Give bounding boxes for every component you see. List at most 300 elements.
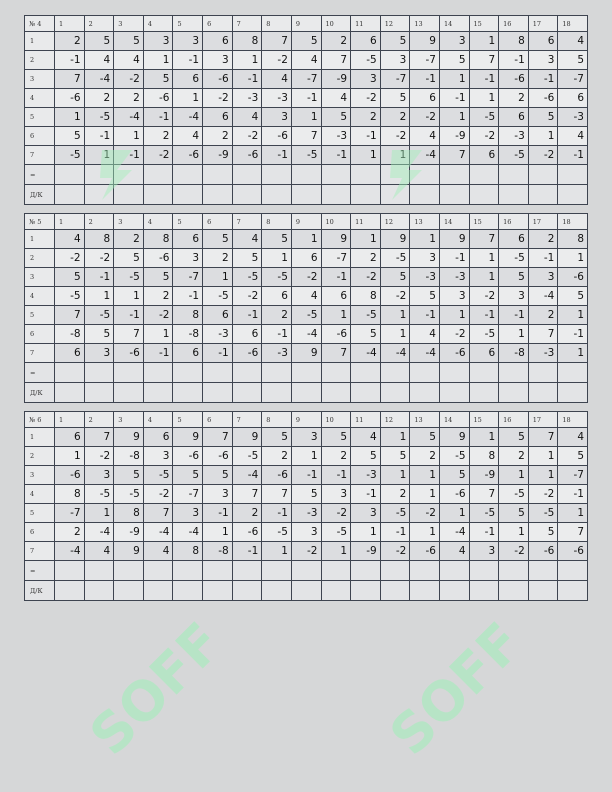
cell-value: 2 [321,32,351,51]
answer-cell[interactable] [499,185,529,205]
column-header: 3 [114,16,144,32]
answer-cell[interactable] [351,185,381,205]
answer-cell[interactable] [321,561,351,581]
answer-cell[interactable] [351,165,381,185]
row-label: 6 [25,523,55,542]
cell-value: -6 [232,344,262,363]
answer-cell[interactable] [173,383,203,403]
cell-value: -2 [291,542,321,561]
column-header: 16 [499,16,529,32]
cell-value: -5 [84,306,114,325]
cell-value: -1 [203,344,233,363]
cell-value: -6 [55,89,85,108]
answer-cell[interactable] [203,581,233,601]
column-header: 4 [143,214,173,230]
answer-cell[interactable] [380,363,410,383]
cell-value: 6 [55,428,85,447]
answer-cell[interactable] [84,561,114,581]
cell-value: -9 [114,523,144,542]
cell-value: 2 [499,89,529,108]
cell-value: 3 [143,32,173,51]
cell-value: -5 [469,325,499,344]
cell-value: 7 [262,485,292,504]
answer-cell[interactable] [410,165,440,185]
cell-value: -1 [143,344,173,363]
cell-value: -1 [84,268,114,287]
cell-value: 5 [173,466,203,485]
answer-cell[interactable] [439,581,469,601]
answer-cell[interactable] [291,165,321,185]
answer-cell[interactable] [410,185,440,205]
cell-value: 8 [469,447,499,466]
cell-value: -5 [469,504,499,523]
answer-cell[interactable] [262,165,292,185]
answer-cell[interactable] [291,581,321,601]
answer-cell[interactable] [558,383,588,403]
cell-value: -5 [439,447,469,466]
cell-value: -1 [173,287,203,306]
column-header: 18 [558,16,588,32]
cell-value: -2 [84,249,114,268]
column-header: 8 [262,412,292,428]
cell-value: -7 [321,249,351,268]
answer-cell[interactable] [558,363,588,383]
answer-cell[interactable] [410,363,440,383]
cell-value: -6 [203,70,233,89]
answer-cell[interactable] [55,561,85,581]
cell-value: 3 [351,504,381,523]
cell-value: 3 [173,32,203,51]
answer-cell[interactable] [203,185,233,205]
cell-value: -2 [469,287,499,306]
cell-value: -5 [232,268,262,287]
cell-value: 8 [232,32,262,51]
answer-cell[interactable] [410,561,440,581]
cell-value: 7 [262,32,292,51]
cell-value: 1 [351,230,381,249]
cell-value: 3 [291,428,321,447]
table-row [25,523,588,542]
cell-value: -6 [558,542,588,561]
answer-cell[interactable] [439,561,469,581]
cell-value: 6 [203,32,233,51]
cell-value: 5 [291,32,321,51]
answer-cell[interactable] [380,165,410,185]
cell-value: -4 [380,344,410,363]
answer-cell[interactable] [528,561,558,581]
cell-value: 3 [203,51,233,70]
cell-value: -6 [232,146,262,165]
answer-cell[interactable] [262,185,292,205]
answer-row-label: = [25,561,55,581]
answer-cell[interactable] [410,581,440,601]
answer-cell[interactable] [232,383,262,403]
answer-row-label: = [25,165,55,185]
answer-cell[interactable] [291,185,321,205]
answer-cell[interactable] [143,165,173,185]
header-row [25,412,588,428]
cell-value: 7 [321,51,351,70]
column-header: 6 [203,214,233,230]
answer-cell[interactable] [321,165,351,185]
cell-value: 1 [291,230,321,249]
answer-cell[interactable] [84,363,114,383]
answer-cell[interactable] [321,581,351,601]
row-label: 7 [25,146,55,165]
answer-cell[interactable] [528,581,558,601]
answer-cell[interactable] [528,185,558,205]
answer-cell[interactable] [439,165,469,185]
cell-value: 3 [351,70,381,89]
cell-value: 1 [469,249,499,268]
cell-value: -2 [114,70,144,89]
answer-cell[interactable] [439,185,469,205]
cell-value: 4 [291,51,321,70]
answer-cell[interactable] [558,185,588,205]
answer-cell[interactable] [55,165,85,185]
column-header: 10 [321,214,351,230]
cell-value: 1 [321,306,351,325]
answer-cell[interactable] [410,383,440,403]
cell-value: 5 [114,32,144,51]
answer-cell[interactable] [143,185,173,205]
cell-value: -5 [84,108,114,127]
cell-value: 2 [380,485,410,504]
answer-cell[interactable] [232,581,262,601]
answer-cell[interactable] [439,363,469,383]
cell-value: 1 [84,146,114,165]
table-row [25,542,588,561]
cell-value: 2 [410,447,440,466]
cell-value: 2 [380,108,410,127]
cell-value: 5 [321,108,351,127]
answer-cell[interactable] [232,561,262,581]
cell-value: -5 [55,287,85,306]
answer-cell[interactable] [55,383,85,403]
answer-cell[interactable] [84,383,114,403]
cell-value: -6 [528,89,558,108]
cell-value: 6 [410,89,440,108]
answer-cell[interactable] [114,561,144,581]
cell-value: 1 [499,325,529,344]
cell-value: 8 [55,485,85,504]
cell-value: 5 [439,466,469,485]
cell-value: 1 [528,466,558,485]
cell-value: -2 [499,542,529,561]
answer-cell[interactable] [499,561,529,581]
column-header: 13 [410,16,440,32]
cell-value: 1 [291,108,321,127]
cell-value: 2 [203,249,233,268]
cell-value: 6 [173,70,203,89]
answer-cell[interactable] [321,383,351,403]
answer-cell[interactable] [321,363,351,383]
answer-cell[interactable] [469,383,499,403]
cell-value: 1 [380,466,410,485]
row-label: 5 [25,306,55,325]
cell-value: -6 [499,70,529,89]
answer-cell[interactable] [291,383,321,403]
cell-value: -1 [469,70,499,89]
answer-cell[interactable] [469,185,499,205]
answer-cell[interactable] [232,165,262,185]
cell-value: 5 [262,230,292,249]
answer-cell[interactable] [380,383,410,403]
answer-cell[interactable] [143,363,173,383]
column-header: 17 [528,214,558,230]
cell-value: -2 [410,108,440,127]
column-header: 16 [499,214,529,230]
answer-cell[interactable] [528,363,558,383]
answer-cell[interactable] [262,581,292,601]
cell-value: -3 [528,344,558,363]
cell-value: 2 [262,447,292,466]
answer-cell[interactable] [351,581,381,601]
row-label: 3 [25,70,55,89]
cell-value: -1 [291,466,321,485]
cell-value: -4 [351,344,381,363]
cell-value: 7 [469,51,499,70]
table-row [25,230,588,249]
row-label: 1 [25,32,55,51]
answer-cell[interactable] [499,383,529,403]
answer-row [25,561,588,581]
cell-value: 1 [351,523,381,542]
cell-value: -2 [410,504,440,523]
cell-value: -3 [499,127,529,146]
number-grid [24,411,588,601]
answer-cell[interactable] [528,165,558,185]
cell-value: -3 [410,268,440,287]
row-label: 1 [25,428,55,447]
cell-value: 5 [203,466,233,485]
cell-value: 2 [499,447,529,466]
watermark-text: SOFF [377,610,535,768]
table-number: № 5 [25,214,55,230]
answer-cell[interactable] [558,165,588,185]
answer-cell[interactable] [262,363,292,383]
answer-row-label: Д/К [25,383,55,403]
cell-value: 6 [558,89,588,108]
cell-value: -6 [439,485,469,504]
cell-value: 1 [55,447,85,466]
answer-row [25,363,588,383]
cell-value: -3 [558,108,588,127]
cell-value: -4 [84,523,114,542]
cell-value: 7 [232,485,262,504]
column-header: 11 [351,214,381,230]
cell-value: 2 [321,447,351,466]
answer-row-label: = [25,363,55,383]
cell-value: -5 [262,268,292,287]
answer-cell[interactable] [114,165,144,185]
answer-cell[interactable] [291,363,321,383]
cell-value: -8 [499,344,529,363]
cell-value: 3 [469,542,499,561]
answer-cell[interactable] [84,185,114,205]
cell-value: 4 [262,70,292,89]
answer-cell[interactable] [55,363,85,383]
cell-value: 3 [528,51,558,70]
answer-cell[interactable] [173,561,203,581]
cell-value: 1 [558,344,588,363]
answer-cell[interactable] [143,581,173,601]
cell-value: 9 [439,428,469,447]
answer-cell[interactable] [55,185,85,205]
column-header: 9 [291,214,321,230]
answer-cell[interactable] [143,383,173,403]
row-label: 3 [25,466,55,485]
cell-value: 1 [173,89,203,108]
cell-value: 1 [410,466,440,485]
cell-value: 5 [439,51,469,70]
answer-cell[interactable] [173,581,203,601]
cell-value: 5 [114,466,144,485]
answer-cell[interactable] [203,363,233,383]
cell-value: 7 [528,325,558,344]
answer-cell[interactable] [203,165,233,185]
answer-cell[interactable] [173,185,203,205]
cell-value: 5 [528,523,558,542]
answer-cell[interactable] [262,383,292,403]
cell-value: -9 [203,146,233,165]
column-header: 8 [262,214,292,230]
cell-value: -4 [232,466,262,485]
cell-value: -2 [528,485,558,504]
answer-cell[interactable] [528,383,558,403]
answer-cell[interactable] [380,185,410,205]
answer-cell[interactable] [203,383,233,403]
cell-value: -4 [55,542,85,561]
cell-value: 6 [262,287,292,306]
answer-cell[interactable] [469,363,499,383]
cell-value: -3 [439,268,469,287]
cell-value: 6 [55,344,85,363]
cell-value: -1 [84,127,114,146]
answer-cell[interactable] [351,383,381,403]
column-header: 5 [173,412,203,428]
cell-value: -5 [351,306,381,325]
column-header: 15 [469,214,499,230]
answer-cell[interactable] [469,165,499,185]
column-header: 7 [232,16,262,32]
cell-value: -6 [528,542,558,561]
answer-cell[interactable] [558,561,588,581]
answer-cell[interactable] [114,363,144,383]
cell-value: 1 [469,268,499,287]
cell-value: -7 [173,268,203,287]
cell-value: -1 [380,523,410,542]
answer-cell[interactable] [203,561,233,581]
cell-value: 8 [84,230,114,249]
cell-value: 1 [321,542,351,561]
answer-cell[interactable] [380,581,410,601]
answer-cell[interactable] [469,581,499,601]
answer-cell[interactable] [262,561,292,581]
answer-cell[interactable] [499,363,529,383]
cell-value: 3 [173,504,203,523]
answer-cell[interactable] [351,363,381,383]
column-header: 14 [439,16,469,32]
answer-cell[interactable] [114,185,144,205]
cell-value: 5 [84,325,114,344]
cell-value: -1 [410,306,440,325]
cell-value: 3 [410,249,440,268]
answer-cell[interactable] [173,363,203,383]
cell-value: 2 [262,306,292,325]
cell-value: 1 [203,268,233,287]
answer-cell[interactable] [499,581,529,601]
cell-value: 4 [84,542,114,561]
cell-value: 9 [291,344,321,363]
cell-value: 1 [380,325,410,344]
cell-value: 2 [114,230,144,249]
cell-value: 3 [84,344,114,363]
cell-value: 3 [380,51,410,70]
cell-value: -1 [469,306,499,325]
cell-value: -1 [558,485,588,504]
cell-value: 5 [410,428,440,447]
cell-value: -1 [262,325,292,344]
cell-value: 1 [528,127,558,146]
answer-cell[interactable] [114,383,144,403]
cell-value: -6 [55,466,85,485]
answer-cell[interactable] [499,165,529,185]
table-row [25,485,588,504]
answer-cell[interactable] [380,561,410,581]
column-header: 6 [203,16,233,32]
answer-cell[interactable] [321,185,351,205]
cell-value: 7 [203,428,233,447]
cell-value: -1 [291,89,321,108]
answer-cell[interactable] [84,581,114,601]
cell-value: -2 [380,127,410,146]
answer-cell[interactable] [232,185,262,205]
cell-value: -5 [55,146,85,165]
answer-cell[interactable] [351,561,381,581]
answer-cell[interactable] [469,561,499,581]
cell-value: 3 [173,249,203,268]
cell-value: 1 [558,249,588,268]
answer-cell[interactable] [114,581,144,601]
cell-value: -1 [262,146,292,165]
table-row [25,108,588,127]
cell-value: 4 [114,51,144,70]
answer-cell[interactable] [558,581,588,601]
cell-value: -2 [232,127,262,146]
answer-cell[interactable] [291,561,321,581]
cell-value: 4 [351,428,381,447]
cell-value: -1 [114,146,144,165]
cell-value: -7 [558,70,588,89]
cell-value: 1 [499,523,529,542]
answer-cell[interactable] [84,165,114,185]
cell-value: -5 [143,466,173,485]
answer-cell[interactable] [232,363,262,383]
cell-value: 9 [321,230,351,249]
answer-cell[interactable] [173,165,203,185]
cell-value: 5 [114,249,144,268]
answer-cell[interactable] [55,581,85,601]
answer-row [25,185,588,205]
answer-cell[interactable] [143,561,173,581]
cell-value: -1 [499,306,529,325]
row-label: 2 [25,51,55,70]
answer-cell[interactable] [439,383,469,403]
row-label: 7 [25,542,55,561]
column-header: 1 [55,16,85,32]
table-row [25,344,588,363]
